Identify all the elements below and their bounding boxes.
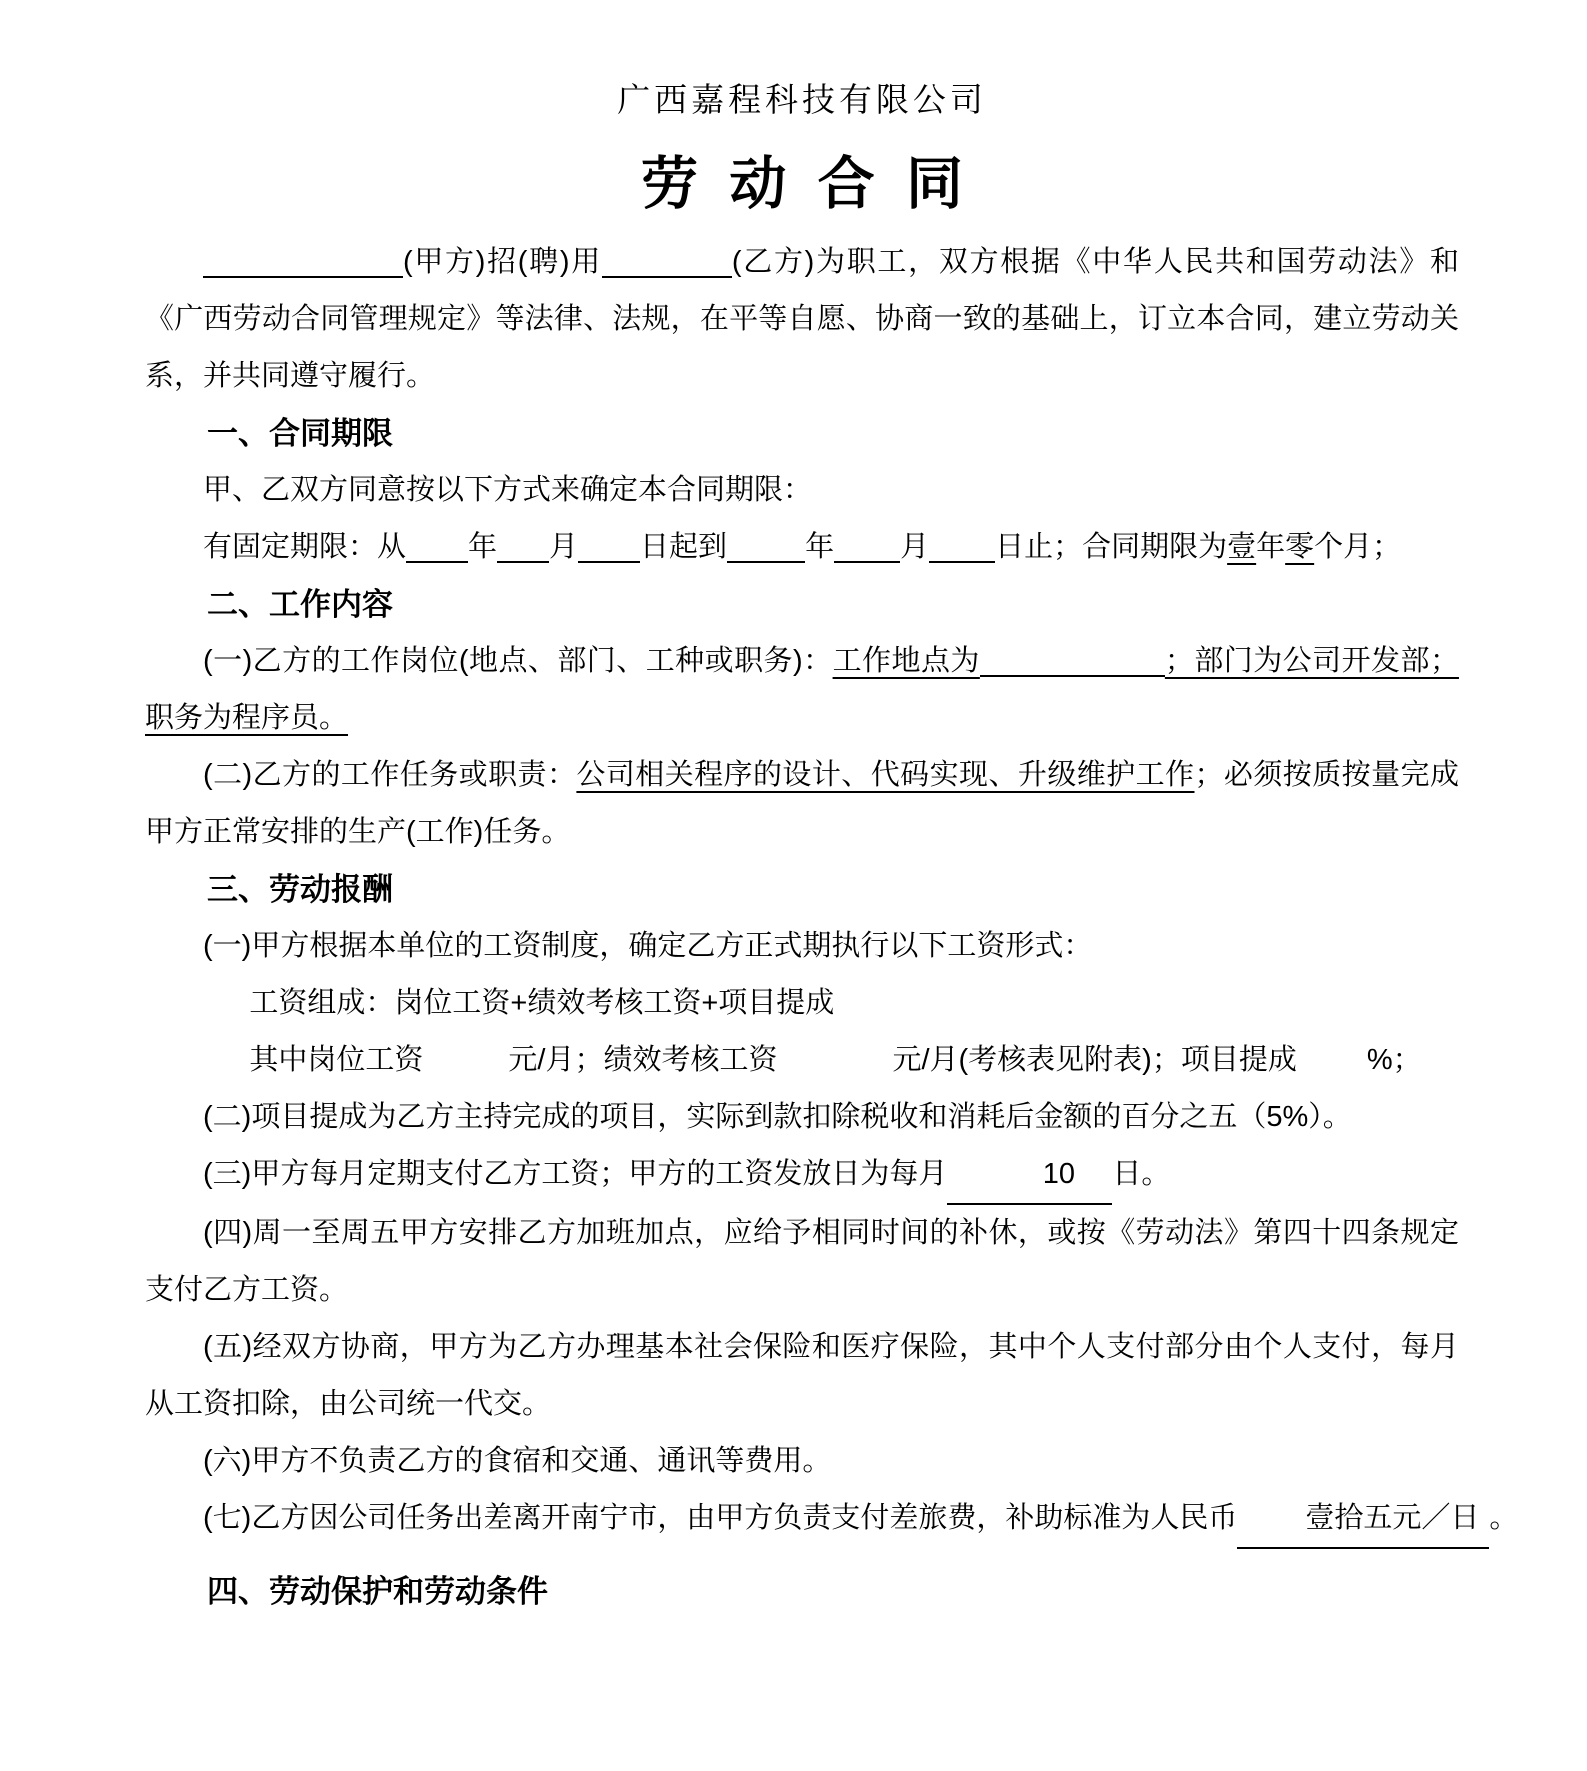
expenses-line: (六)甲方不负责乙方的食宿和交通、通讯等费用。 bbox=[203, 1445, 832, 1477]
end-year-blank bbox=[727, 535, 805, 563]
fixed-term-text-5: 年 bbox=[805, 531, 835, 563]
fixed-term-text-3: 月 bbox=[549, 531, 579, 563]
section-1-heading: 一、合同期限 bbox=[207, 416, 393, 451]
job-position-label: (一)乙方的工作岗位(地点、部门、工种或职务)： bbox=[203, 645, 833, 677]
job-duty-label: (二)乙方的工作任务或职责： bbox=[203, 759, 577, 791]
fixed-term-text-7: 日止；合同期限为 bbox=[995, 531, 1228, 563]
travel-text-2: 。 bbox=[1489, 1502, 1519, 1534]
wage-detail-text-2: 元/月；绩效考核工资 bbox=[508, 1044, 778, 1076]
travel-text-1: (七)乙方因公司任务出差离开南宁市，由甲方负责支付差旅费，补助标准为人民币 bbox=[203, 1502, 1238, 1534]
section-4-heading: 四、劳动保护和劳动条件 bbox=[207, 1574, 548, 1609]
pay-day-line bbox=[145, 1146, 1459, 1205]
wage-form-line: (一)甲方根据本单位的工资制度，确定乙方正式期执行以下工资形式： bbox=[203, 930, 1093, 962]
party-a-label: (甲方)招(聘)用 bbox=[403, 246, 602, 278]
term-months-value: 零 bbox=[1285, 531, 1315, 563]
job-duty-rest: ；必须按质按量完成甲方正常安排的生产(工作)任务。 bbox=[145, 759, 1459, 848]
contract-title: 劳动合同 bbox=[640, 152, 995, 216]
party-a-blank bbox=[203, 250, 403, 278]
wage-detail-text-4: %； bbox=[1366, 1044, 1422, 1076]
job-duty-paragraph bbox=[145, 747, 1459, 861]
travel-allowance-line bbox=[145, 1490, 1519, 1549]
start-year-blank bbox=[406, 535, 468, 563]
project-commission-line: (二)项目提成为乙方主持完成的项目，实际到款扣除税收和消耗后金额的百分之五（5%）。 bbox=[203, 1101, 1352, 1133]
fixed-term-text-9: 个月； bbox=[1314, 531, 1402, 563]
pay-day-text-1: (三)甲方每月定期支付乙方工资；甲方的工资发放日为每月 bbox=[203, 1158, 948, 1190]
party-b-blank bbox=[602, 250, 732, 278]
fixed-term-text-1: 有固定期限：从 bbox=[203, 531, 407, 563]
work-location-label: 工作地点为 bbox=[832, 645, 980, 677]
section-3-heading: 三、劳动报酬 bbox=[207, 872, 393, 907]
end-day-blank bbox=[929, 535, 995, 563]
intro-paragraph bbox=[145, 234, 1459, 405]
fixed-term-text-6: 月 bbox=[900, 531, 930, 563]
wage-detail-line bbox=[145, 1032, 1459, 1089]
wage-composition-line: 工资组成：岗位工资+绩效考核工资+项目提成 bbox=[249, 987, 835, 1019]
travel-allowance-value: 壹拾五元／日 bbox=[1237, 1490, 1489, 1549]
term-years-value: 壹 bbox=[1227, 531, 1257, 563]
overtime-line: (四)周一至周五甲方安排乙方加班加点，应给予相同时间的补休，或按《劳动法》第四十四条规定支付乙方工资。 bbox=[145, 1217, 1459, 1306]
start-day-blank bbox=[578, 535, 640, 563]
job-position-detail: ；部门为公司开发部；职务为程序员。 bbox=[145, 645, 1459, 734]
fixed-term-text-8: 年 bbox=[1256, 531, 1286, 563]
fixed-term-text-2: 年 bbox=[468, 531, 498, 563]
work-location-blank bbox=[980, 649, 1165, 677]
pay-day-value: 10 bbox=[947, 1146, 1112, 1205]
company-name: 广西嘉程科技有限公司 bbox=[617, 81, 987, 118]
fixed-term-line bbox=[145, 519, 1459, 576]
intro-text: (乙方)为职工，双方根据《中华人民共和国劳动法》和《广西劳动合同管理规定》等法律、法规，在平等自愿、协商一致的基础上，订立本合同，建立劳动关系，并共同遵守履行。 bbox=[145, 246, 1459, 392]
insurance-line: (五)经双方协商，甲方为乙方办理基本社会保险和医疗保险，其中个人支付部分由个人支付，每月从工资扣除，由公司统一代交。 bbox=[145, 1331, 1459, 1420]
start-month-blank bbox=[497, 535, 549, 563]
job-duty-underlined: 公司相关程序的设计、代码实现、升级维护工作 bbox=[576, 759, 1195, 791]
end-month-blank bbox=[834, 535, 900, 563]
job-position-paragraph bbox=[145, 633, 1459, 747]
section-2-heading: 二、工作内容 bbox=[207, 587, 393, 622]
wage-detail-text-3: 元/月(考核表见附表)；项目提成 bbox=[892, 1044, 1297, 1076]
fixed-term-text-4: 日起到 bbox=[640, 531, 728, 563]
pay-day-text-2: 日。 bbox=[1112, 1158, 1171, 1190]
wage-detail-text-1: 其中岗位工资 bbox=[249, 1044, 424, 1076]
term-agreement-line: 甲、乙双方同意按以下方式来确定本合同期限： bbox=[203, 474, 813, 506]
